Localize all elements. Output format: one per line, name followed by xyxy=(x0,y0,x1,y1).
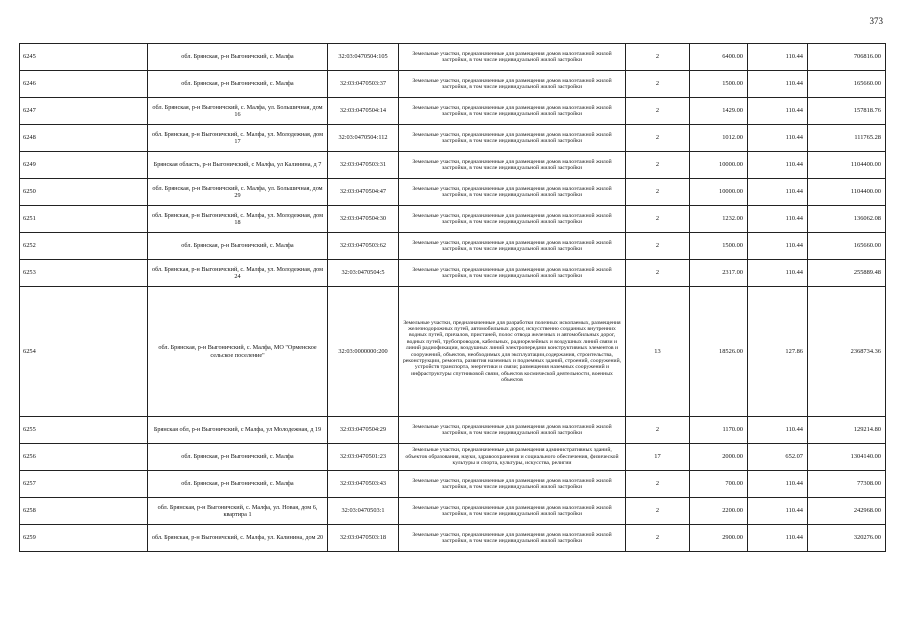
land-use-cell: Земельные участки, предназначенные для размещения административных зданий, объектов образования, науки, здравоохранения и социального обеспечения, физической культуры и спорта, культуры, искусства, религии xyxy=(399,444,626,471)
cadastral-value-cell: 136062.08 xyxy=(808,206,886,233)
table-row xyxy=(20,444,886,471)
row-number: 6252 xyxy=(20,233,148,260)
land-use-cell: Земельные участки, предназначенные для размещения домов малоэтажной жилой застройки, в том числе индивидуальной жилой застройки xyxy=(399,498,626,525)
cadastral-number-cell: 32:03:0470504:30 xyxy=(328,206,399,233)
table-row xyxy=(20,233,886,260)
address-cell: обл. Брянская, р-н Выгоничский, с. Малфа xyxy=(148,444,328,471)
area-cell: 1500.00 xyxy=(690,71,748,98)
table-row xyxy=(20,71,886,98)
address-cell: обл. Брянская, р-н Выгоничский, с. Малфа, ул. Большичная, дом 16 xyxy=(148,98,328,125)
table-row xyxy=(20,417,886,444)
use-group-cell: 17 xyxy=(626,444,690,471)
cadastral-number-cell: 32:03:0470503:43 xyxy=(328,471,399,498)
specific-value-cell: 110.44 xyxy=(748,179,808,206)
area-cell: 2900.00 xyxy=(690,525,748,552)
cadastral-number-cell: 32:03:0470503:62 xyxy=(328,233,399,260)
use-group-cell: 2 xyxy=(626,498,690,525)
specific-value-cell: 110.44 xyxy=(748,525,808,552)
specific-value-cell: 110.44 xyxy=(748,98,808,125)
table-row xyxy=(20,44,886,71)
cadastral-value-table xyxy=(19,43,886,552)
cadastral-number-cell: 32:03:0470503:31 xyxy=(328,152,399,179)
land-use-cell: Земельные участки, предназначенные для размещения домов малоэтажной жилой застройки, в том числе индивидуальной жилой застройки xyxy=(399,44,626,71)
cadastral-number-cell: 32:03:0470504:47 xyxy=(328,179,399,206)
area-cell: 700.00 xyxy=(690,471,748,498)
land-use-cell: Земельные участки, предназначенные для размещения домов малоэтажной жилой застройки, в том числе индивидуальной жилой застройки xyxy=(399,233,626,260)
table-row xyxy=(20,471,886,498)
cadastral-value-cell: 77308.00 xyxy=(808,471,886,498)
cadastral-value-cell: 111765.28 xyxy=(808,125,886,152)
table-row xyxy=(20,260,886,287)
address-cell: обл. Брянская, р-н Выгоничский, с. Малфа, ул. Молодежная, дом 18 xyxy=(148,206,328,233)
cadastral-number-cell: 32:03:0470504:105 xyxy=(328,44,399,71)
address-cell: обл. Брянская, р-н Выгоничский, с. Малфа xyxy=(148,233,328,260)
row-number: 6254 xyxy=(20,287,148,417)
row-number: 6246 xyxy=(20,71,148,98)
row-number: 6257 xyxy=(20,471,148,498)
cadastral-value-cell: 1104400.00 xyxy=(808,152,886,179)
row-number: 6255 xyxy=(20,417,148,444)
land-use-cell: Земельные участки, предназначенные для разработки полезных ископаемых, размещения железнодорожных путей, автомобильных дорог, искусственно созданных внутренних водных путей, причалов, пристаней, полос отвода железных и автомобильных дорог, водных путей, трубопроводов, кабельных, радиорелейных и воздушных линий связи и линий радиофикации, воздушных линий электропередачи конструктивных элементов и сооружений, объектов, необходимых для эксплуатации,содержания, строительства, реконструкции, ремонта, развития наземных и подземных зданий, строений, сооружений, устройств транспорта, энергетики и связи; размещения наземных сооружений и инфраструктуры спутниковой связи, объектов космической деятельности, военных объектов xyxy=(399,287,626,417)
use-group-cell: 2 xyxy=(626,98,690,125)
use-group-cell: 2 xyxy=(626,417,690,444)
row-number: 6258 xyxy=(20,498,148,525)
row-number: 6248 xyxy=(20,125,148,152)
cadastral-number-cell: 32:03:0470504:14 xyxy=(328,98,399,125)
address-cell: обл. Брянская, р-н Выгоничский, с. Малфа xyxy=(148,71,328,98)
use-group-cell: 2 xyxy=(626,179,690,206)
cadastral-value-cell: 129214.80 xyxy=(808,417,886,444)
page-number: 373 xyxy=(869,16,883,26)
use-group-cell: 2 xyxy=(626,125,690,152)
row-number: 6259 xyxy=(20,525,148,552)
cadastral-value-cell: 320276.00 xyxy=(808,525,886,552)
area-cell: 2317.00 xyxy=(690,260,748,287)
address-cell: обл. Брянская, р-н Выгоничский, с. Малфа, МО "Орменское сельское поселение" xyxy=(148,287,328,417)
area-cell: 18526.00 xyxy=(690,287,748,417)
table-row xyxy=(20,152,886,179)
address-cell: обл. Брянская, р-н Выгоничский, с. Малфа xyxy=(148,471,328,498)
area-cell: 1012.00 xyxy=(690,125,748,152)
address-cell: обл. Брянская, р-н Выгоничский, с. Малфа xyxy=(148,44,328,71)
cadastral-number-cell: 32:03:0470501:23 xyxy=(328,444,399,471)
cadastral-value-cell: 165660.00 xyxy=(808,233,886,260)
cadastral-value-cell: 1304140.00 xyxy=(808,444,886,471)
area-cell: 1232.00 xyxy=(690,206,748,233)
specific-value-cell: 110.44 xyxy=(748,125,808,152)
row-number: 6251 xyxy=(20,206,148,233)
area-cell: 1429.00 xyxy=(690,98,748,125)
specific-value-cell: 110.44 xyxy=(748,233,808,260)
use-group-cell: 2 xyxy=(626,152,690,179)
row-number: 6256 xyxy=(20,444,148,471)
specific-value-cell: 652.07 xyxy=(748,444,808,471)
use-group-cell: 2 xyxy=(626,525,690,552)
table-row xyxy=(20,498,886,525)
use-group-cell: 2 xyxy=(626,206,690,233)
table-row xyxy=(20,206,886,233)
area-cell: 2200.00 xyxy=(690,498,748,525)
cadastral-number-cell: 32:03:0470503:18 xyxy=(328,525,399,552)
use-group-cell: 2 xyxy=(626,233,690,260)
land-use-cell: Земельные участки, предназначенные для размещения домов малоэтажной жилой застройки, в том числе индивидуальной жилой застройки xyxy=(399,125,626,152)
use-group-cell: 2 xyxy=(626,260,690,287)
row-number: 6250 xyxy=(20,179,148,206)
cadastral-number-cell: 32:03:0470504:5 xyxy=(328,260,399,287)
address-cell: обл. Брянская, р-н Выгоничский, с. Малфа, ул. Калинина, дом 20 xyxy=(148,525,328,552)
cadastral-number-cell: 32:03:0000000:200 xyxy=(328,287,399,417)
cadastral-number-cell: 32:03:0470503:1 xyxy=(328,498,399,525)
area-cell: 1500.00 xyxy=(690,233,748,260)
land-use-cell: Земельные участки, предназначенные для размещения домов малоэтажной жилой застройки, в том числе индивидуальной жилой застройки xyxy=(399,417,626,444)
area-cell: 2000.00 xyxy=(690,444,748,471)
address-cell: Брянская обл, р-н Выгоничский, с Малфа, ул Молодежная, д 19 xyxy=(148,417,328,444)
table-row xyxy=(20,179,886,206)
row-number: 6245 xyxy=(20,44,148,71)
table-row xyxy=(20,98,886,125)
specific-value-cell: 110.44 xyxy=(748,498,808,525)
address-cell: Брянская область, р-н Выгоничский, с Малфа, ул Калинина, д 7 xyxy=(148,152,328,179)
address-cell: обл. Брянская, р-н Выгоничский, с. Малфа, ул. Молодежная, дом 17 xyxy=(148,125,328,152)
table-row xyxy=(20,525,886,552)
area-cell: 10000.00 xyxy=(690,179,748,206)
address-cell: обл. Брянская, р-н Выгоничский, с. Малфа, ул. Молодежная, дом 24 xyxy=(148,260,328,287)
land-use-cell: Земельные участки, предназначенные для размещения домов малоэтажной жилой застройки, в том числе индивидуальной жилой застройки xyxy=(399,98,626,125)
table-row xyxy=(20,287,886,417)
area-cell: 6400.00 xyxy=(690,44,748,71)
land-use-cell: Земельные участки, предназначенные для размещения домов малоэтажной жилой застройки, в том числе индивидуальной жилой застройки xyxy=(399,206,626,233)
row-number: 6249 xyxy=(20,152,148,179)
cadastral-value-cell: 242968.00 xyxy=(808,498,886,525)
address-cell: обл. Брянская, р-н Выгоничский, с. Малфа, ул. Новая, дом 6, квартира 1 xyxy=(148,498,328,525)
cadastral-number-cell: 32:03:0470504:112 xyxy=(328,125,399,152)
land-use-cell: Земельные участки, предназначенные для размещения домов малоэтажной жилой застройки, в том числе индивидуальной жилой застройки xyxy=(399,525,626,552)
cadastral-value-cell: 165660.00 xyxy=(808,71,886,98)
cadastral-number-cell: 32:03:0470504:29 xyxy=(328,417,399,444)
cadastral-value-cell: 157818.76 xyxy=(808,98,886,125)
land-use-cell: Земельные участки, предназначенные для размещения домов малоэтажной жилой застройки, в том числе индивидуальной жилой застройки xyxy=(399,71,626,98)
use-group-cell: 2 xyxy=(626,471,690,498)
land-use-cell: Земельные участки, предназначенные для размещения домов малоэтажной жилой застройки, в том числе индивидуальной жилой застройки xyxy=(399,179,626,206)
table-row xyxy=(20,125,886,152)
land-use-cell: Земельные участки, предназначенные для размещения домов малоэтажной жилой застройки, в том числе индивидуальной жилой застройки xyxy=(399,471,626,498)
specific-value-cell: 110.44 xyxy=(748,417,808,444)
cadastral-value-cell: 2368734.36 xyxy=(808,287,886,417)
specific-value-cell: 110.44 xyxy=(748,471,808,498)
specific-value-cell: 110.44 xyxy=(748,206,808,233)
land-use-cell: Земельные участки, предназначенные для размещения домов малоэтажной жилой застройки, в том числе индивидуальной жилой застройки xyxy=(399,152,626,179)
row-number: 6247 xyxy=(20,98,148,125)
use-group-cell: 2 xyxy=(626,44,690,71)
area-cell: 10000.00 xyxy=(690,152,748,179)
use-group-cell: 2 xyxy=(626,71,690,98)
cadastral-value-cell: 255889.48 xyxy=(808,260,886,287)
specific-value-cell: 110.44 xyxy=(748,44,808,71)
use-group-cell: 13 xyxy=(626,287,690,417)
area-cell: 1170.00 xyxy=(690,417,748,444)
cadastral-number-cell: 32:03:0470503:37 xyxy=(328,71,399,98)
specific-value-cell: 127.86 xyxy=(748,287,808,417)
cadastral-value-cell: 1104400.00 xyxy=(808,179,886,206)
specific-value-cell: 110.44 xyxy=(748,152,808,179)
specific-value-cell: 110.44 xyxy=(748,260,808,287)
cadastral-value-cell: 706816.00 xyxy=(808,44,886,71)
address-cell: обл. Брянская, р-н Выгоничский, с. Малфа, ул. Большичная, дом 29 xyxy=(148,179,328,206)
land-use-cell: Земельные участки, предназначенные для размещения домов малоэтажной жилой застройки, в том числе индивидуальной жилой застройки xyxy=(399,260,626,287)
row-number: 6253 xyxy=(20,260,148,287)
specific-value-cell: 110.44 xyxy=(748,71,808,98)
